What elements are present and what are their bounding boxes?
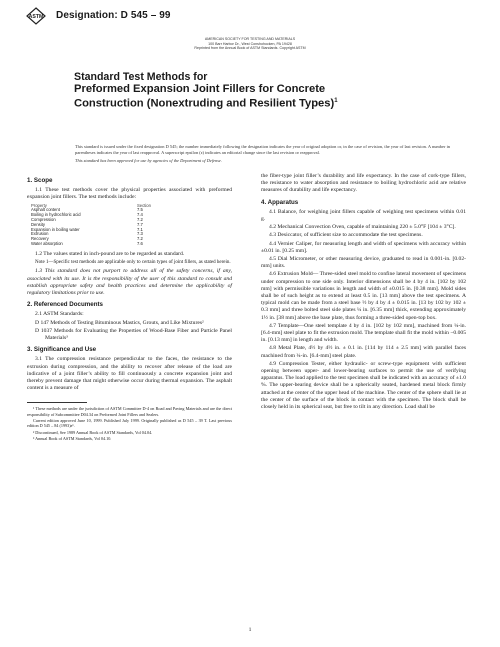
table-row: Water absorption 7.6 xyxy=(31,240,143,246)
document-title xyxy=(74,71,454,110)
footnote-1-edition: Current edition approved June 10, 1999. Published July 1999. Originally published as D 545 – 39 T. Last previous edition D 545 – 84 (1993)ε¹. xyxy=(27,418,232,429)
paragraph-4-9: 4.9 Compression Tester, either hydraulic- or screw-type equipment with sufficient opening between upper- and lower-bearing surfaces to permit the use of verifying apparatus. The load applied to the test specimen shall be indicated with an accuracy of ±1.0 %. The upper-bearing device shall be a spherically seated, hardened metal block firmly attached at the center of the upper head of the machine. The center of the sphere shall lie at the center of the surface of the block in contact with the specimen. The block shall be closely held in its spherical seat, but free to tilt in any direction. Load shall be xyxy=(261,360,466,411)
table-row: Expansion in boiling water 7.1 xyxy=(31,226,143,232)
publisher-line: Reprinted from the Annual Book of ASTM Standards. Copyright ASTM xyxy=(194,46,306,51)
publisher-line: AMERICAN SOCIETY FOR TESTING AND MATERIALS xyxy=(204,37,296,41)
header xyxy=(26,7,486,29)
property-table xyxy=(31,204,151,247)
paragraph-4-6: 4.6 Extrusion Mold— Three-sided steel mold to confine lateral movement of specimens under compression to one side only. Interior dimensions shall be 4 by 4 in. [102 by 102 mm] with permissible variations in length and width of ±0.015 in. [0.38 mm]. Mold sides shall be of such height as to extend at least 0.5 in. [13 mm] above the test specimens. A typical mold can be made from a steel base ½ by 4 by 4 ± 0.015 in. [13 by 102 by 102 ± 0.3 mm] and three bolted steel side plates ¼ in. [6.35 mm] thick, extending approximately 1½ in. [38 mm] above the base plate, thus forming a three-sided open-top box. xyxy=(261,271,466,321)
paragraph-2-1: 2.1 ASTM Standards: xyxy=(35,311,84,318)
table-row: Recovery 7.2 xyxy=(31,236,143,242)
paragraph-4-4: 4.4 Vernier Caliper, for measuring length and width of specimens with accuracy within ±0.01 in. [0.25 mm]. xyxy=(261,240,466,254)
left-column xyxy=(27,173,232,442)
paragraph-4-5: 4.5 Dial Micrometer, or other measuring device, graduated to read in 0.001-in. [0.02-mm] units. xyxy=(261,256,466,270)
table-row: Asphalt content 7.5 xyxy=(31,207,143,213)
issued-note: This standard is issued under the fixed designation D 545; the number immediately following the designation indicates the year of original adoption or, in the case of revision, the year of last revision. A number in parentheses indicates the year of last reapproval. A superscript epsilon (ε) indicates an editorial change since the last revision or reapproval. xyxy=(75,144,450,155)
page-number: 1 xyxy=(248,627,252,633)
paragraph-4-2: 4.2 Mechanical Convection Oven, capable of maintaining 220 ± 5.0°F [104 ± 3°C]. xyxy=(269,224,456,231)
footnote-divider xyxy=(27,402,87,403)
safety-paragraph: 1.3 This standard does not purport to address all of the safety concerns, if any, associated with its use. It is the responsibility of the user of this standard to consult and establish appropriate safety and health practices and determine the applicability of regulatory limitations prior to use. xyxy=(27,268,232,296)
intro-notes xyxy=(75,144,450,167)
section-heading-apparatus: 4. Apparatus xyxy=(261,198,299,206)
paragraph-1-1: 1.1 These test methods cover the physical properties associated with preformed expansion joint fillers. The test methods include: xyxy=(27,187,232,201)
title-line: Construction (Nonextruding and Resilient Types)$^1$ xyxy=(74,97,338,110)
footnote-1: ¹ These methods are under the jurisdiction of ASTM Committee D-4 on Road and Paving Materials and are the direct responsibility of Subcommittee D04.34 on Preformed Joint Fillers and Sealers. xyxy=(27,406,232,417)
paragraph-3-1-continued: the fiber-type joint filler’s durability and life expectancy. In the case of cork-type fillers, the resistance to water absorption and resistance to boiling hydrochloric acid are relative measures of durability and life expectancy. xyxy=(261,173,466,194)
paragraph-4-3: 4.3 Desiccator, of sufficient size to accommodate the test specimens. xyxy=(269,232,423,239)
paragraph-4-7: 4.7 Template—One steel template 4 by 4 in. [102 by 102 mm], machined from ¼-in. [6.4-mm] steel plate to fit the extrusion mold. The template shall fit the mold within −0.005 in. [0.13 mm] in length and width. xyxy=(261,322,467,344)
reference-d1037: D 1037 Methods for Evaluating the Properties of Wood-Base Fiber and Particle Panel Materials³ xyxy=(35,327,232,342)
section-heading-significance: 3. Significance and Use xyxy=(27,346,97,354)
table-row: Compression 7.2 xyxy=(31,217,143,222)
title-line: Standard Test Methods for xyxy=(74,71,208,83)
table-row: Density 7.7 xyxy=(31,221,143,227)
paragraph-4-1: 4.1 Balance, for weighing joint fillers capable of weighing test specimens within 0.01 g. xyxy=(261,208,466,223)
footnote-3: ³ Annual Book of ASTM Standards, Vol 04.10. xyxy=(33,435,112,441)
paragraph-3-1: 3.1 The compression resistance perpendicular to the faces, the resistance to the extrusion during compression, and the ability to recover after release of the load are indicative of a joint filler’s ability to fill continuously a concrete expansion joint and thereby prevent damage that might otherwise occur during thermal expansion. The asphalt content is a measure of xyxy=(27,356,232,392)
table-header: Property Section xyxy=(31,202,151,208)
footnote-2: ² Discontinued, See 1989 Annual Book of ASTM Standards, Vol 04.04. xyxy=(33,429,153,435)
section-heading-scope: 1. Scope xyxy=(27,177,53,184)
paragraph-1-2: 1.2 The values stated in inch-pound are to be regarded as standard. xyxy=(35,250,185,257)
section-heading-referenced-documents: 2. Referenced Documents xyxy=(27,301,103,309)
approval-note: This standard has been approved for use by agencies of the Department of Defense. xyxy=(75,158,222,164)
astm-logo-icon xyxy=(26,7,46,25)
publisher-line: 100 Barr Harbor Dr., West Conshohocken, PA 19428 xyxy=(208,41,292,46)
note-1: Note 1—Specific test methods are applicable only to certain types of joint fillers, as stated herein. xyxy=(35,259,231,265)
table-row: Boiling in hydrochloric acid 7.4 xyxy=(31,212,143,218)
paragraph-4-8: 4.8 Metal Plate, 4½ by 4½ in. ± 0.1 in. [114 by 114 ± 2.5 mm] with parallel faces machined from ¼-in. [6.4-mm] steel plate. xyxy=(261,345,466,359)
title-line: Preformed Expansion Joint Fillers for Concrete xyxy=(74,83,326,95)
right-column xyxy=(261,173,466,412)
reference-d147: D 147 Methods of Testing Bituminous Mastics, Grouts, and Like Mixtures² xyxy=(35,319,204,326)
designation: Designation: D 545 – 99 xyxy=(56,10,171,21)
svg-text:ASTM: ASTM xyxy=(28,14,44,20)
publisher-block xyxy=(0,37,500,51)
table-row: Extrusion 7.3 xyxy=(31,231,143,237)
